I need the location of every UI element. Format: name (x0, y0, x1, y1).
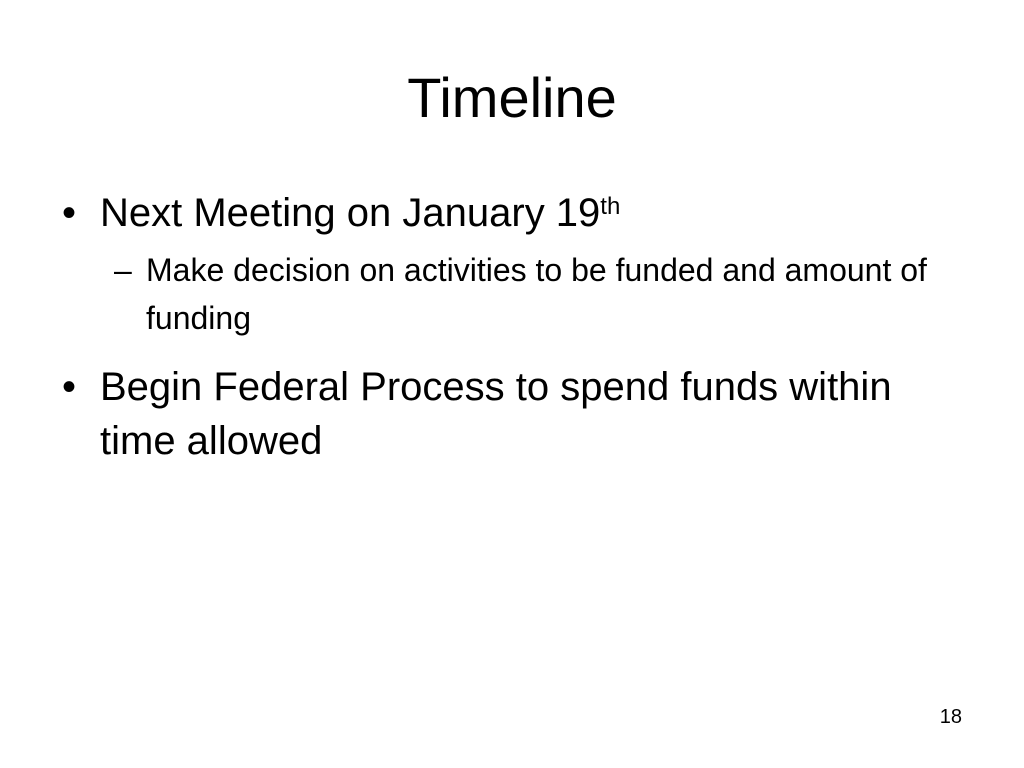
bullet-list (62, 186, 962, 468)
bullet-marker: • (62, 365, 77, 409)
bullet-text: Next Meeting on January 19 (100, 191, 601, 235)
bullet-text: Begin Federal Process to spend funds within time allowed (100, 365, 892, 463)
bullet-marker: • (62, 191, 77, 235)
page-number: 18 (939, 706, 962, 728)
ordinal-superscript: th (600, 193, 621, 220)
sub-bullet-item-decision (114, 246, 962, 342)
dash-marker: – (114, 252, 132, 288)
sub-bullet-text: Make decision on activities to be funded and amount of funding (146, 252, 927, 336)
bullet-item-federal-process (62, 360, 962, 468)
slide-title: Timeline (407, 66, 617, 129)
bullet-item-next-meeting (62, 186, 962, 240)
